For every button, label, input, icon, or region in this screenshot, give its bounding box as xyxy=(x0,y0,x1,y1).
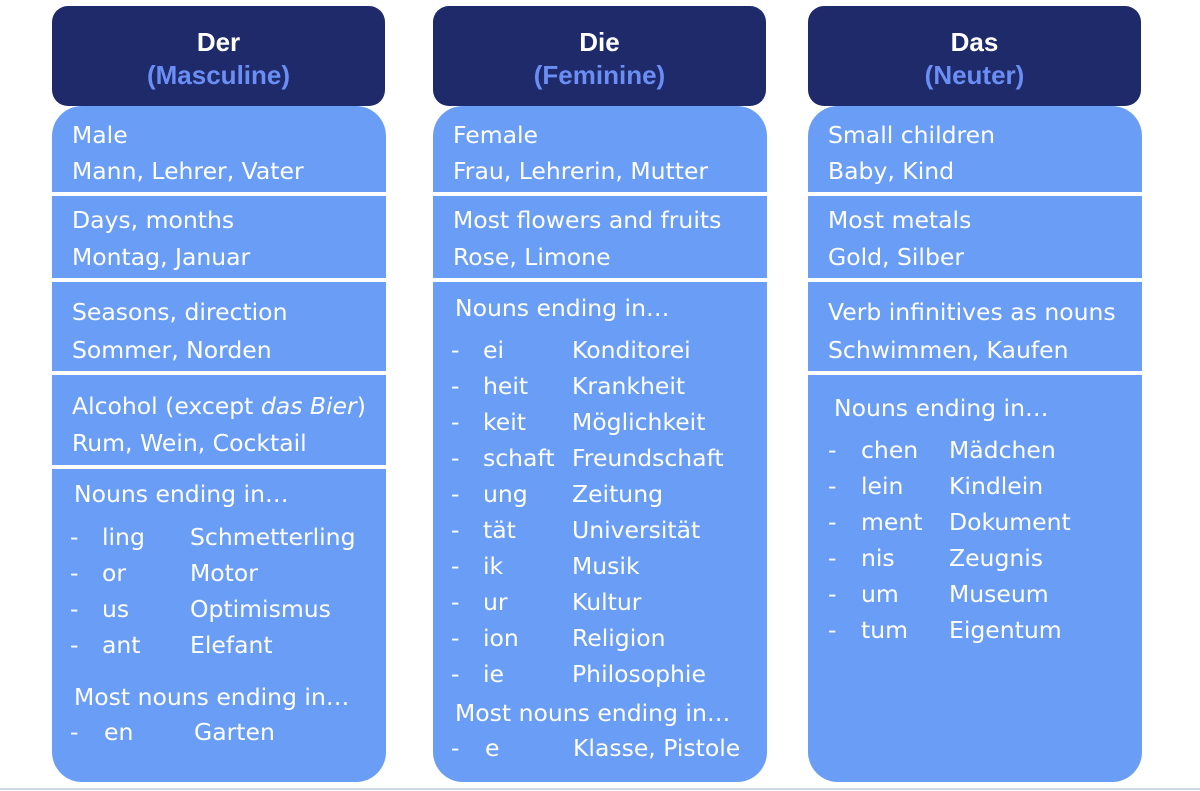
list-dash: - xyxy=(451,408,460,436)
rule-examples: Sommer, Norden xyxy=(72,336,272,364)
ending-example: Kultur xyxy=(572,588,642,616)
ending-example: Dokument xyxy=(949,508,1071,536)
list-dash: - xyxy=(70,718,79,746)
ending-suffix: ion xyxy=(483,624,519,652)
most-heading: Most nouns ending in… xyxy=(74,683,350,711)
ending-suffix: lein xyxy=(861,472,904,500)
ending-suffix: or xyxy=(102,559,127,587)
rule-examples: Montag, Januar xyxy=(72,243,251,271)
section-divider xyxy=(52,465,386,469)
ending-suffix: ie xyxy=(483,660,504,688)
ending-suffix: heit xyxy=(483,372,529,400)
list-dash: - xyxy=(70,631,79,659)
rule-examples: Baby, Kind xyxy=(828,157,955,185)
ending-suffix: us xyxy=(102,595,130,623)
section-divider xyxy=(52,192,386,196)
list-dash: - xyxy=(828,436,837,464)
ending-suffix: ling xyxy=(102,523,145,551)
rule-label: Female xyxy=(453,121,538,149)
most-heading: Most nouns ending in… xyxy=(455,699,731,727)
ending-example: Religion xyxy=(572,624,666,652)
ending-suffix: ung xyxy=(483,480,528,508)
ending-suffix: en xyxy=(104,718,134,746)
ending-suffix: schaft xyxy=(483,444,555,472)
ending-suffix: chen xyxy=(861,436,919,464)
ending-example: Freundschaft xyxy=(572,444,724,472)
ending-example: Motor xyxy=(190,559,258,587)
article-title: Die xyxy=(579,27,620,57)
ending-example: Möglichkeit xyxy=(572,408,706,436)
ending-example: Optimismus xyxy=(190,595,331,623)
rule-examples: Rose, Limone xyxy=(453,243,611,271)
ending-suffix: ment xyxy=(861,508,923,536)
ending-example: Museum xyxy=(949,580,1049,608)
list-dash: - xyxy=(828,472,837,500)
list-dash: - xyxy=(828,508,837,536)
rule-label: Male xyxy=(72,121,128,149)
list-dash: - xyxy=(70,595,79,623)
rule-label: Seasons, direction xyxy=(72,298,288,326)
rule-examples: Gold, Silber xyxy=(828,243,964,271)
list-dash: - xyxy=(451,516,460,544)
endings-heading: Nouns ending in… xyxy=(455,294,670,322)
article-title: Der xyxy=(196,27,241,57)
rule-label: Most metals xyxy=(828,206,972,234)
section-divider xyxy=(433,278,767,282)
ending-suffix: ur xyxy=(483,588,508,616)
article-title: Das xyxy=(950,27,999,57)
panel-neuter xyxy=(808,106,1142,782)
ending-suffix: e xyxy=(485,734,500,762)
header-masculine xyxy=(52,6,385,106)
section-divider xyxy=(808,192,1142,196)
list-dash: - xyxy=(451,372,460,400)
list-dash: - xyxy=(451,734,460,762)
list-dash: - xyxy=(451,624,460,652)
ending-example: Zeugnis xyxy=(949,544,1044,572)
ending-example: Konditorei xyxy=(572,336,691,364)
rule-label xyxy=(72,391,366,421)
ending-example: Krankheit xyxy=(572,372,686,400)
ending-example: Universität xyxy=(572,516,701,544)
ending-suffix: keit xyxy=(483,408,526,436)
ending-example: Schmetterling xyxy=(190,523,356,551)
gender-label: (Neuter) xyxy=(924,60,1025,90)
ending-example: Elefant xyxy=(190,631,273,659)
rule-examples: Frau, Lehrerin, Mutter xyxy=(453,157,709,185)
endings-heading: Nouns ending in… xyxy=(74,480,289,508)
bottom-divider xyxy=(0,788,1200,790)
list-dash: - xyxy=(70,559,79,587)
ending-example: Garten xyxy=(194,718,275,746)
rule-label: Days, months xyxy=(72,206,235,234)
list-dash: - xyxy=(451,552,460,580)
gender-label: (Feminine) xyxy=(533,60,666,90)
ending-suffix: nis xyxy=(861,544,895,572)
section-divider xyxy=(808,371,1142,375)
ending-suffix: tum xyxy=(861,616,908,644)
ending-example: Musik xyxy=(572,552,640,580)
ending-example: Kindlein xyxy=(949,472,1044,500)
list-dash: - xyxy=(828,544,837,572)
ending-example: Philosophie xyxy=(572,660,706,688)
rule-label: Verb infinitives as nouns xyxy=(828,298,1116,326)
section-divider xyxy=(808,278,1142,282)
ending-suffix: ant xyxy=(102,631,141,659)
list-dash: - xyxy=(828,616,837,644)
ending-example: Klasse, Pistole xyxy=(573,734,741,762)
section-divider xyxy=(433,192,767,196)
panel-masculine xyxy=(52,106,386,782)
list-dash: - xyxy=(451,480,460,508)
rule-label: Most flowers and fruits xyxy=(453,206,722,234)
rule-examples: Schwimmen, Kaufen xyxy=(828,336,1069,364)
list-dash: - xyxy=(451,588,460,616)
list-dash: - xyxy=(451,336,460,364)
rule-label: Small children xyxy=(828,121,996,149)
rule-examples: Rum, Wein, Cocktail xyxy=(72,429,307,457)
ending-suffix: tät xyxy=(483,516,516,544)
gender-label: (Masculine) xyxy=(146,60,291,90)
header-neuter xyxy=(808,6,1141,106)
header-feminine xyxy=(433,6,766,106)
ending-example: Zeitung xyxy=(572,480,664,508)
list-dash: - xyxy=(70,523,79,551)
ending-suffix: um xyxy=(861,580,899,608)
rule-exception: das Bier xyxy=(260,392,357,420)
list-dash: - xyxy=(828,580,837,608)
ending-example: Eigentum xyxy=(949,616,1062,644)
rule-text: ) xyxy=(356,392,366,420)
section-divider xyxy=(52,278,386,282)
ending-example: Mädchen xyxy=(949,436,1056,464)
rule-examples: Mann, Lehrer, Vater xyxy=(72,157,304,185)
endings-heading: Nouns ending in… xyxy=(834,394,1049,422)
panel-feminine xyxy=(433,106,767,782)
list-dash: - xyxy=(451,660,460,688)
rule-text: Alcohol (except xyxy=(72,392,261,420)
list-dash: - xyxy=(451,444,460,472)
section-divider xyxy=(52,371,386,375)
ending-suffix: ei xyxy=(483,336,504,364)
ending-suffix: ik xyxy=(483,552,504,580)
